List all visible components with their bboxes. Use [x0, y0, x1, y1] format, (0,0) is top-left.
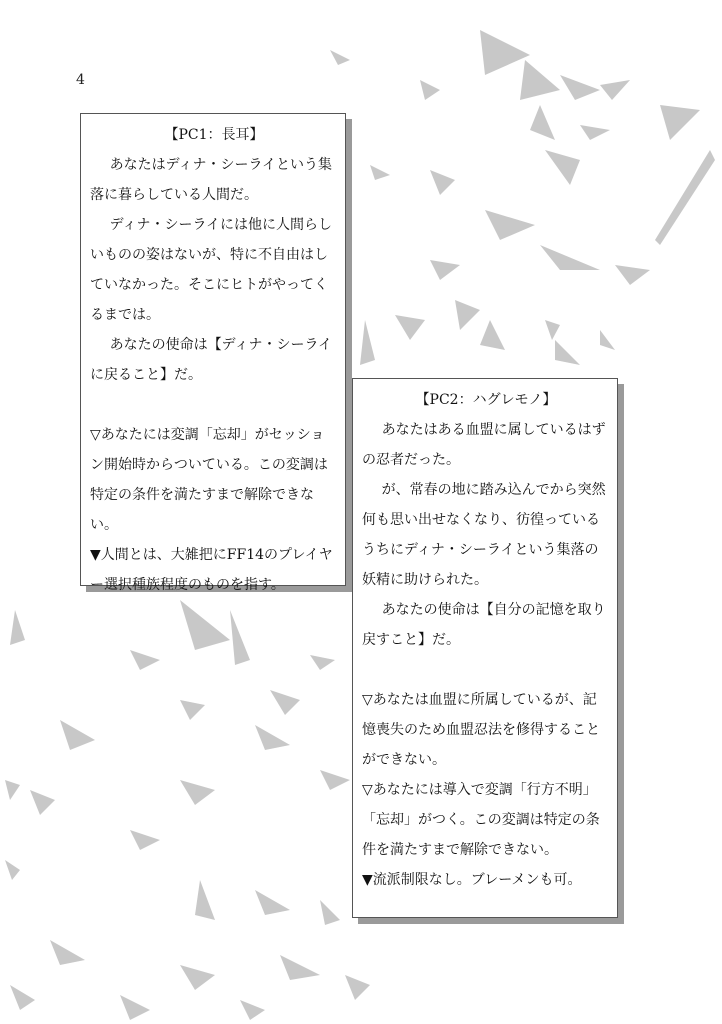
- page-number: 4: [76, 72, 85, 88]
- pc2-card: [352, 378, 618, 918]
- pc1-paragraph: ディナ・シーライには他に人間らしいものの姿はないが、特に不自由はしていなかった。そこにヒトがやってくるまでは。: [90, 217, 333, 323]
- pc2-paragraph: あなたの使命は【自分の記憶を取り戻すこと】だ。: [362, 602, 606, 648]
- pc2-note: ▼流派制限なし。ブレーメンも可。: [362, 872, 582, 888]
- spacer: [90, 390, 338, 420]
- pc2-paragraph: あなたはある血盟に属しているはずの忍者だった。: [362, 422, 606, 468]
- pc2-note: ▽あなたには導入で変調「行方不明」「忘却」がつく。この変調は特定の条件を満たすまで解除できない。: [362, 782, 600, 858]
- pc1-paragraph: あなたはディナ・シーライという集落に暮らしている人間だ。: [90, 157, 333, 203]
- spacer: [362, 655, 610, 685]
- pc1-note: ▼人間とは、大雑把にFF14のプレイヤー選択種族程度のものを指す。: [90, 547, 333, 593]
- pc1-title: 【PC1：長耳】: [164, 127, 264, 143]
- pc2-note: ▽あなたは血盟に所属しているが、記憶喪失のため血盟忍法を修得することができない。: [362, 692, 600, 768]
- pc1-paragraph: あなたの使命は【ディナ・シーライに戻ること】だ。: [90, 337, 333, 383]
- pc1-note: ▽あなたには変調「忘却」がセッション開始時からついている。この変調は特定の条件を満たすまで解除できない。: [90, 427, 328, 533]
- pc2-title: 【PC2：ハグレモノ】: [415, 392, 557, 408]
- pc1-card: [80, 113, 346, 593]
- pc2-paragraph: が、常春の地に踏み込んでから突然何も思い出せなくなり、彷徨っているうちにディナ・シーライという集落の妖精に助けられた。: [362, 482, 606, 588]
